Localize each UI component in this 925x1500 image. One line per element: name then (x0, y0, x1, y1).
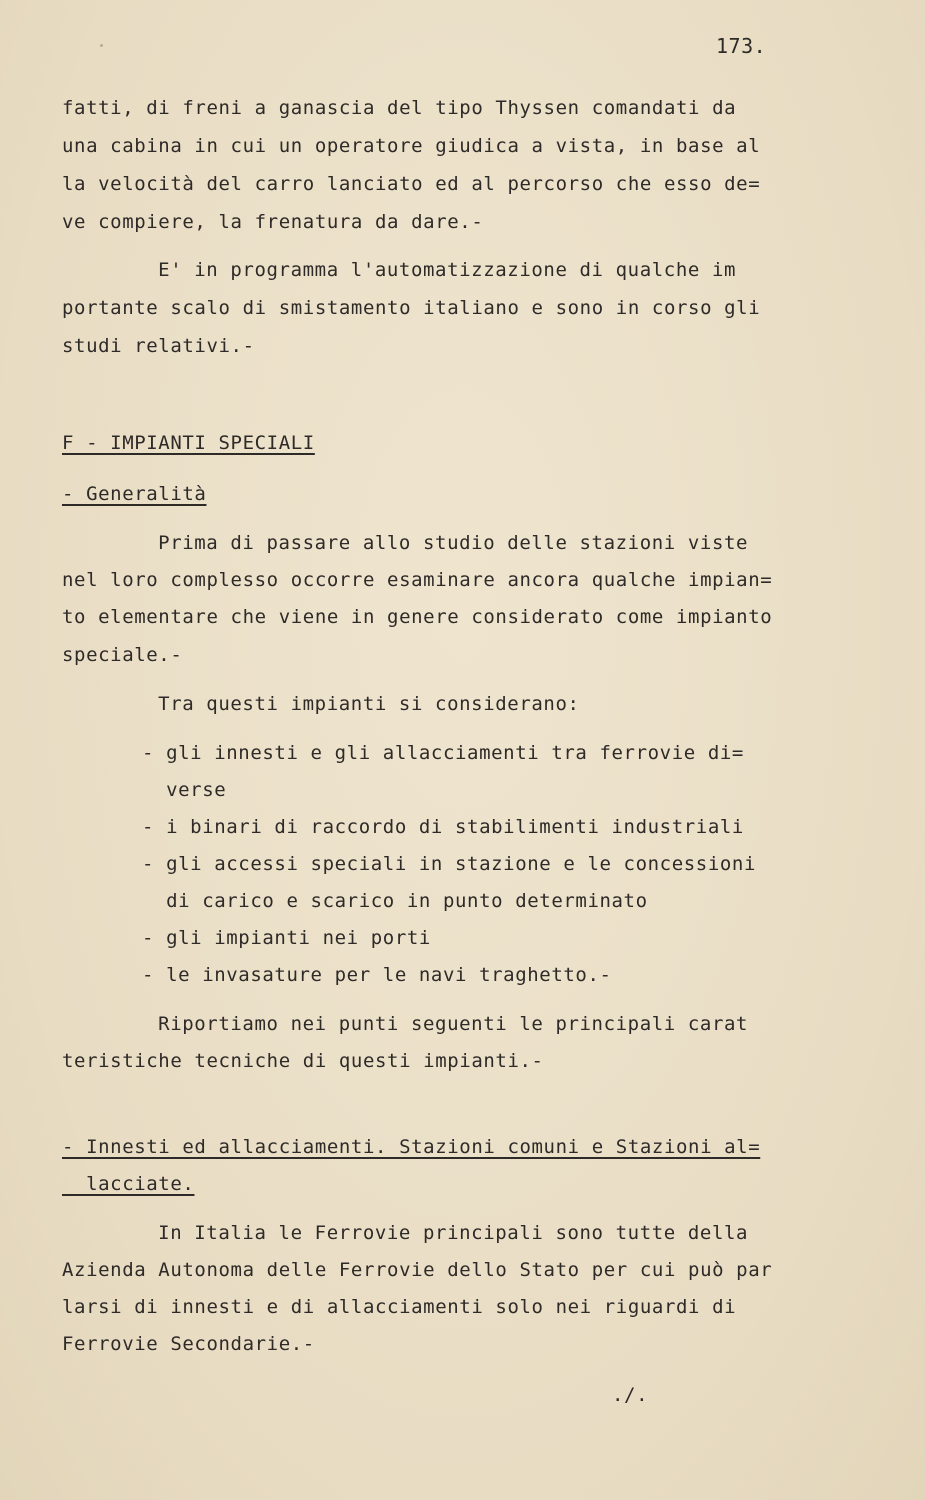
text-line: In Italia le Ferrovie principali sono tutte della (110, 1222, 749, 1244)
text-line: E' in programma l'automatizzazione di qualche im (110, 259, 737, 281)
continuation-mark: ./. (612, 1384, 649, 1406)
text-line: studi relativi.- (62, 335, 255, 357)
list-item: - i binari di raccordo di stabilimenti industriali (142, 816, 744, 838)
text-line: to elementare che viene in genere considerato come impianto (62, 606, 773, 628)
text-line: Azienda Autonoma delle Ferrovie dello Stato per cui può par (62, 1259, 773, 1281)
text-line: portante scalo di smistamento italiano e sono in corso gli (62, 297, 761, 319)
text-line: una cabina in cui un operatore giudica a vista, in base al (62, 135, 761, 157)
text-line: larsi di innesti e di allacciamenti solo nei riguardi di (62, 1296, 737, 1318)
list-item: - le invasature per le navi traghetto.- (142, 964, 612, 986)
list-item: di carico e scarico in punto determinato (142, 890, 648, 912)
text-line: Riportiamo nei punti seguenti le principali carat (110, 1013, 749, 1035)
text-line: ve compiere, la frenatura da dare.- (62, 211, 484, 233)
section-heading: - Innesti ed allacciamenti. Stazioni comuni e Stazioni al= (62, 1136, 761, 1158)
text-line: teristiche tecniche di questi impianti.- (62, 1050, 544, 1072)
text-line: fatti, di freni a ganascia del tipo Thyssen comandati da (62, 97, 737, 119)
list-item: - gli impianti nei porti (142, 927, 431, 949)
text-line: Ferrovie Secondarie.- (62, 1333, 315, 1355)
paper-speck (100, 44, 103, 47)
text-line: Tra questi impianti si considerano: (110, 693, 580, 715)
list-item: - gli accessi speciali in stazione e le concessioni (142, 853, 756, 875)
list-item: verse (142, 779, 227, 801)
section-heading: F - IMPIANTI SPECIALI (62, 432, 315, 454)
text-line: la velocità del carro lanciato ed al percorso che esso de= (62, 173, 761, 195)
section-heading: lacciate. (62, 1173, 195, 1195)
text-line: speciale.- (62, 644, 183, 666)
page-number: 173. (716, 34, 767, 58)
list-item: - gli innesti e gli allacciamenti tra ferrovie di= (142, 742, 744, 764)
text-line: nel loro complesso occorre esaminare ancora qualche impian= (62, 569, 773, 591)
subsection-heading: - Generalità (62, 483, 207, 505)
text-line: Prima di passare allo studio delle stazioni viste (110, 532, 749, 554)
